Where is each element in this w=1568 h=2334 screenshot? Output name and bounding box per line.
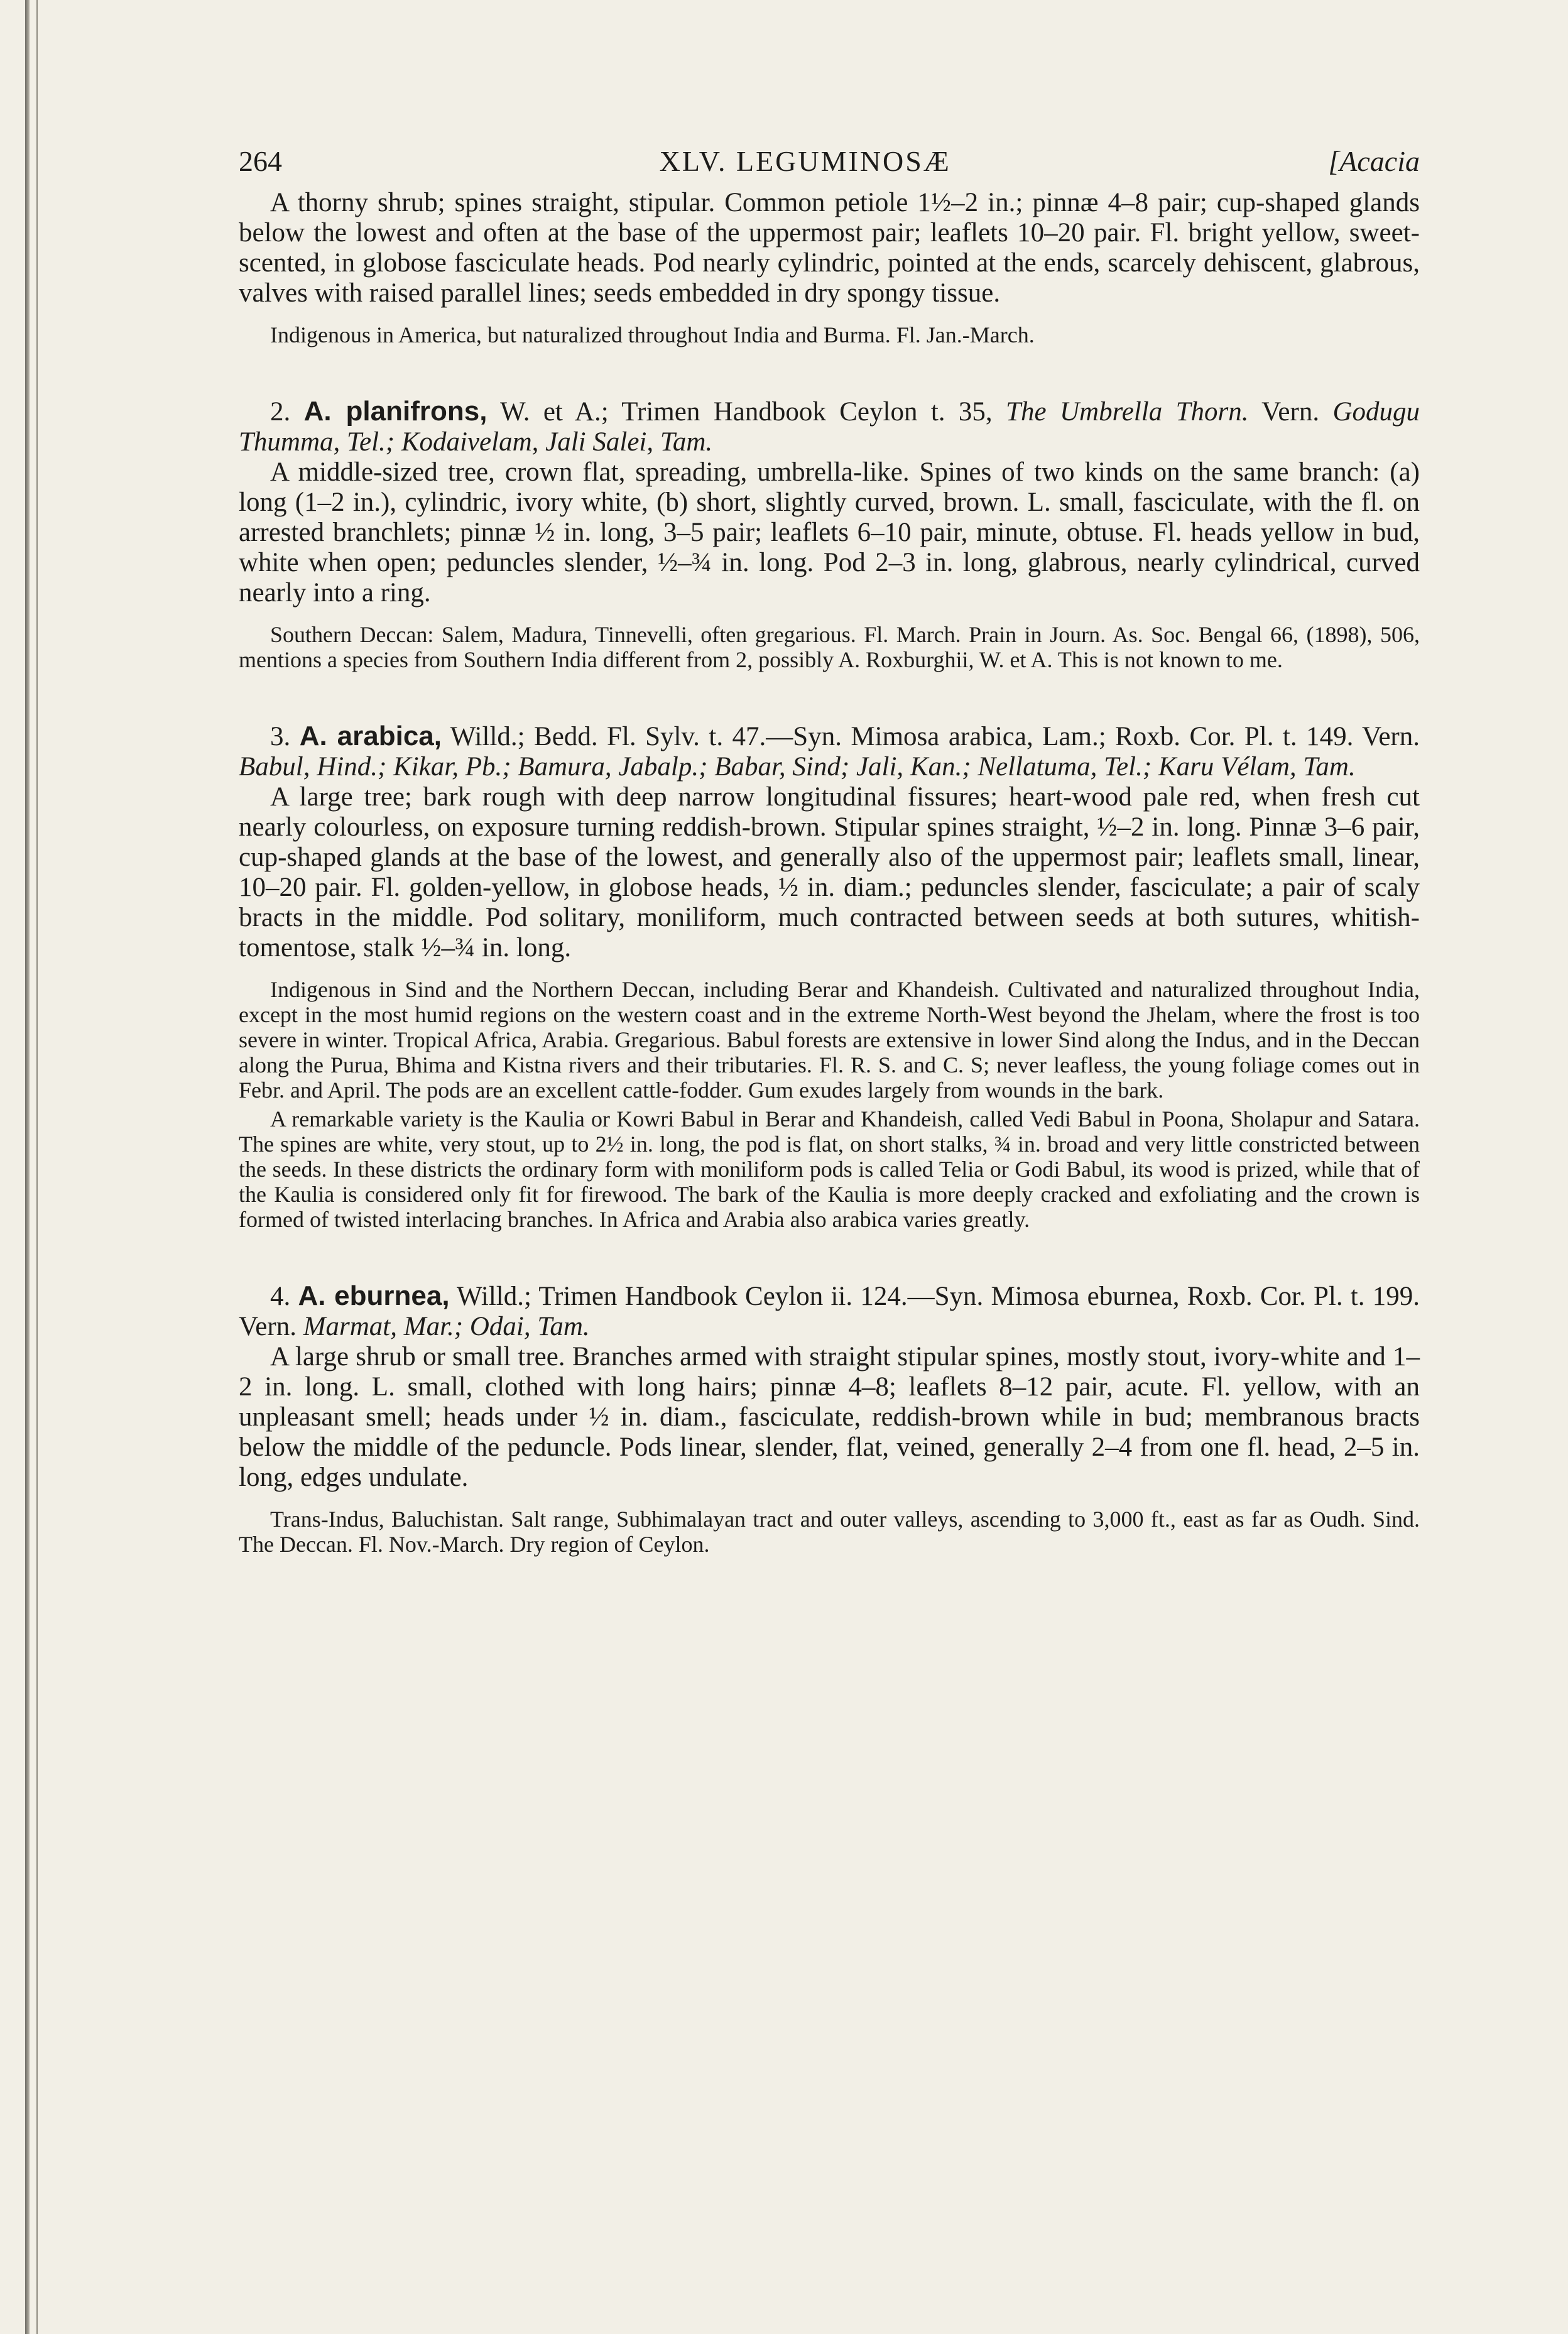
vernacular-names: Marmat, Mar.; Odai, Tam. (303, 1312, 590, 1341)
vern-label: Vern. (1261, 397, 1320, 427)
page (239, 145, 1420, 1557)
scan-edge (25, 0, 30, 2334)
species-description: A middle-sized tree, crown flat, spreading, umbrella-like. Spines of two kinds on the same branch: (a) long (1–2 in.), cylindric, ivory white, (b) short, slightly curved, brown. L. small, fasciculate, with the fl. on arrested branchlets; pinnæ ½ in. long, 3–5 pair; leaflets 6–10 pair, minute, obtuse. Fl. heads yellow in bud, white when open; peduncles slender, ½–¾ in. long. Pod 2–3 in. long, glabrous, nearly cylindrical, curved nearly into a ring. (239, 457, 1420, 608)
species-number: 4. (270, 1282, 291, 1311)
species-number: 3. (270, 722, 291, 751)
vernacular-names: Babul, Hind.; Kikar, Pb.; Bamura, Jabalp.; Babar, Sind; Jali, Kan.; Nellatuma, Tel.; Karu Vélam, Tam. (239, 752, 1356, 782)
species-description: A large shrub or small tree. Branches armed with straight stipular spines, mostly stout, ivory-white and 1–2 in. long. L. small, clothed with long hairs; pinnæ 4–8; leaflets 8–12 pair, acute. Fl. yellow, with an unpleasant smell; heads under ½ in. diam., fasciculate, reddish-brown while in bud; membranous bracts below the middle of the peduncle. Pods linear, slender, flat, veined, generally 2–4 from one fl. head, 2–5 in. long, edges undulate. (239, 1342, 1420, 1492)
species-name: A. arabica, (299, 721, 442, 751)
species-note: Trans-Indus, Baluchistan. Salt range, Subhimalayan tract and outer valleys, ascending to 3,000 ft., east as far as Oudh. Sind. The Deccan. Fl. Nov.-March. Dry region of Ceylon. (239, 1507, 1420, 1557)
species-heading (239, 721, 1420, 782)
species-name: A. planifrons, (303, 396, 487, 427)
species-note: Southern Deccan: Salem, Madura, Tinnevelli, often gregarious. Fl. March. Prain in Journ. As. Soc. Bengal 66, (1898), 506, mentions a species from Southern India different from 2, possibly A. Roxburghii, W. et A. This is not known to me. (239, 622, 1420, 672)
vern-label: Vern. (239, 1312, 297, 1341)
running-header (239, 145, 1420, 178)
intro-distribution: Indigenous in America, but naturalized throughout India and Burma. Fl. Jan.-March. (270, 322, 1035, 347)
species-heading (239, 396, 1420, 457)
species-citation: W. et A.; Trimen Handbook Ceylon t. 35, (500, 397, 993, 427)
species-name: A. eburnea, (298, 1280, 450, 1311)
family-title: XLV. LEGUMINOSÆ (659, 145, 951, 177)
species-heading (239, 1281, 1420, 1342)
intro-description: A thorny shrub; spines straight, stipular. Common petiole 1½–2 in.; pinnæ 4–8 pair; cup-shaped glands below the lowest and often at the base of the uppermost pair; leaflets 10–20 pair. Fl. bright yellow, sweet-scented, in globose fasciculate heads. Pod nearly cylindric, pointed at the ends, scarcely dehiscent, glabrous, valves with raised parallel lines; seeds embedded in dry spongy tissue. (239, 188, 1420, 308)
scan-edge-line (36, 0, 38, 2334)
species-citation: Willd.; Trimen Handbook Ceylon ii. 124.—Syn. Mimosa eburnea, Roxb. Cor. Pl. t. 199. (457, 1282, 1420, 1311)
species-description: A large tree; bark rough with deep narrow longitudinal fissures; heart-wood pale red, when fresh cut nearly colourless, on exposure turning reddish-brown. Stipular spines straight, ½–2 in. long. Pinnæ 3–6 pair, cup-shaped glands at the base of the lowest, and generally also of the uppermost pair; leaflets small, linear, 10–20 pair. Fl. golden-yellow, in globose heads, ½ in. diam.; peduncles slender, fasciculate; a pair of scaly bracts in the middle. Pod solitary, moniliform, much contracted between seeds at both sutures, whitish-tomentose, stalk ½–¾ in. long. (239, 782, 1420, 963)
species-citation: Willd.; Bedd. Fl. Sylv. t. 47.—Syn. Mimosa arabica, Lam.; Roxb. Cor. Pl. t. 149. (450, 722, 1354, 751)
genus-label: [Acacia (1328, 145, 1420, 177)
species-number: 2. (270, 397, 291, 427)
species-common-name: The Umbrella Thorn. (1006, 397, 1249, 427)
page-number: 264 (239, 145, 282, 177)
vernacular-names: Godugu Thumma, Tel.; Kodaivelam, Jali Salei, Tam. (239, 397, 1420, 457)
vern-label: Vern. (1362, 722, 1420, 751)
species-note: Indigenous in Sind and the Northern Deccan, including Berar and Khandeish. Cultivated and naturalized throughout India, except in the most humid regions on the western coast and in the extreme North-West beyond the Jhelam, where the frost is too severe in winter. Tropical Africa, Arabia. Gregarious. Babul forests are extensive in lower Sind along the Indus, and in the Deccan along the Purua, Bhima and Kistna rivers and their tributaries. Fl. R. S. and C. S; never leafless, the young foliage comes out in Febr. and April. The pods are an excellent cattle-fodder. Gum exudes largely from wounds in the bark. (239, 977, 1420, 1103)
species-note: A remarkable variety is the Kaulia or Kowri Babul in Berar and Khandeish, called Vedi Babul in Poona, Sholapur and Satara. The spines are white, very stout, up to 2½ in. long, the pod is flat, on short stalks, ¾ in. broad and very little constricted between the seeds. In these districts the ordinary form with moniliform pods is called Telia or Godi Babul, its wood is prized, while that of the Kaulia is considered only fit for firewood. The bark of the Kaulia is more deeply cracked and exfoliating and the crown is formed of twisted interlacing branches. In Africa and Arabia also arabica varies greatly. (239, 1106, 1420, 1232)
